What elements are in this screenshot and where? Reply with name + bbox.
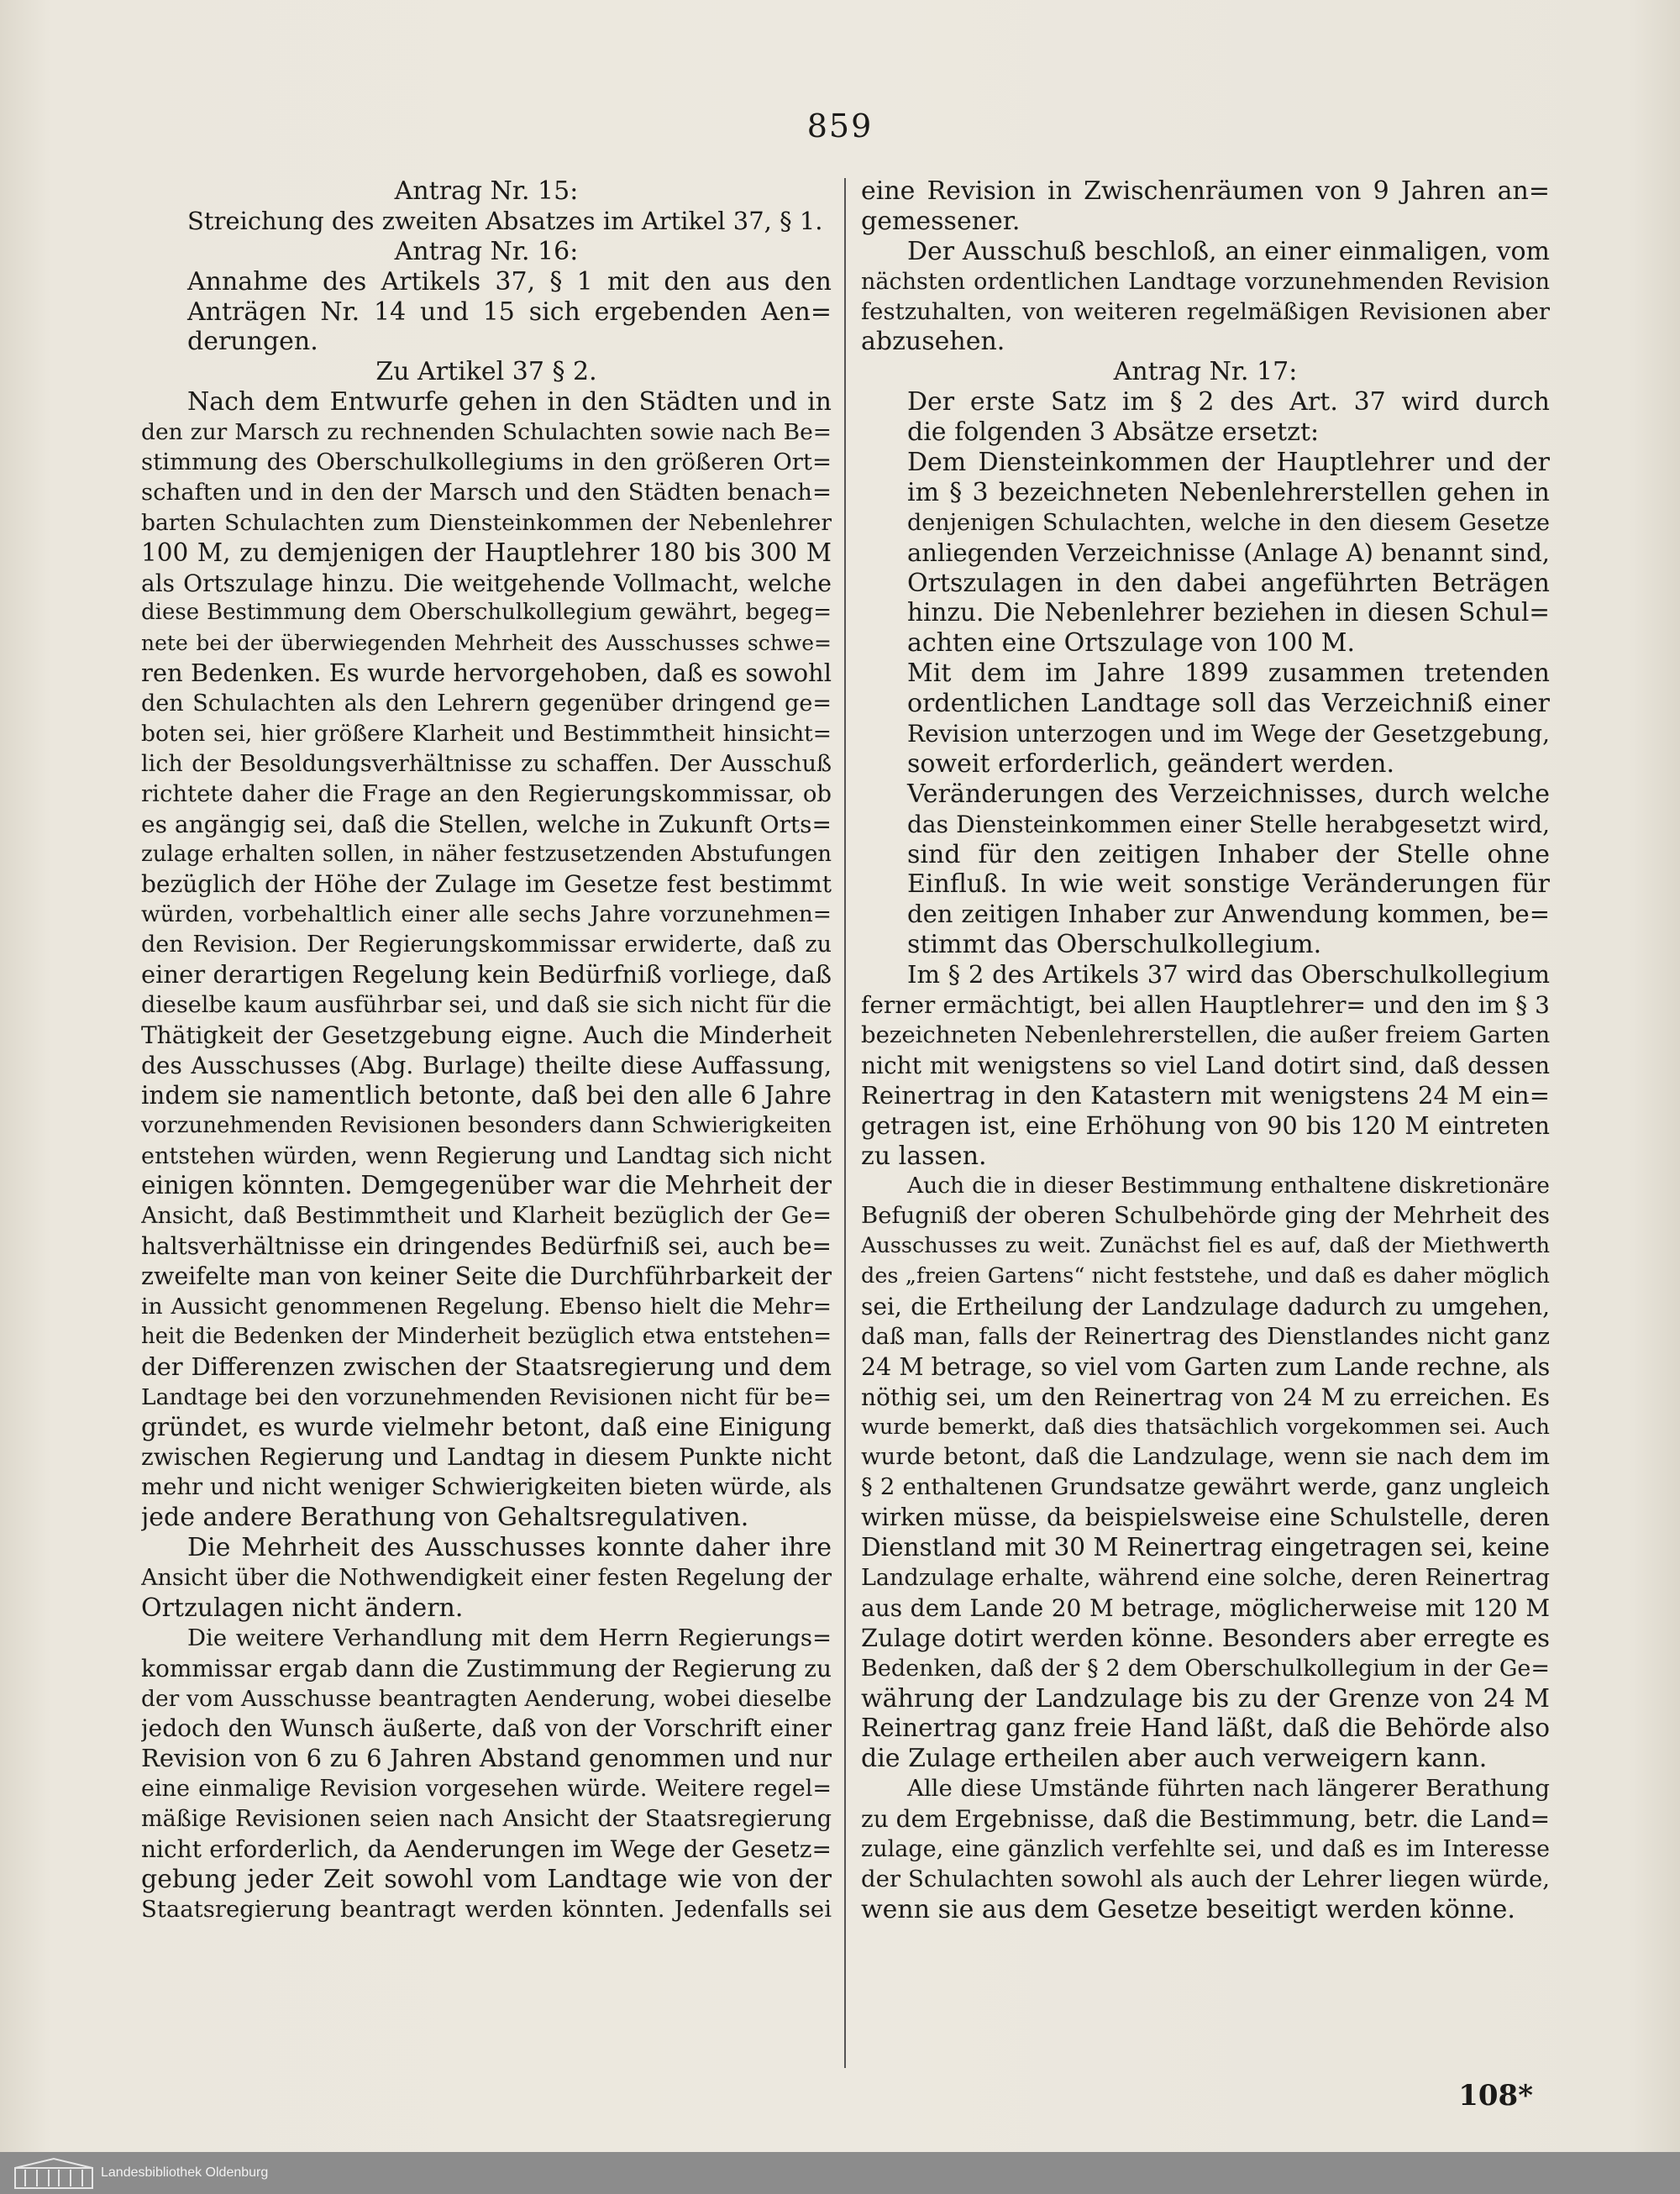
column-divider bbox=[844, 178, 846, 2068]
text-line: indem sie namentlich betonte, daß bei den alle 6 Jahre bbox=[141, 1080, 832, 1110]
text-line: nächsten ordentlichen Landtage vorzunehmenden Revision bbox=[861, 268, 1550, 295]
text-line: das Diensteinkommen einer Stelle herabgesetzt wird, bbox=[907, 810, 1550, 838]
text-line: Bedenken, daß der § 2 dem Oberschulkollegium in der Ge= bbox=[861, 1655, 1550, 1682]
text-line: gründet, es wurde vielmehr betont, daß eine Einigung bbox=[141, 1412, 832, 1441]
text-line: des „freien Gartens“ nicht feststehe, und daß es daher möglich bbox=[861, 1263, 1550, 1289]
text-line: anliegenden Verzeichnisse (Anlage A) benannt sind, bbox=[907, 538, 1550, 567]
text-line: Auch die in dieser Bestimmung enthaltene diskretionäre bbox=[907, 1173, 1550, 1199]
library-building-icon bbox=[12, 2156, 96, 2190]
text-line: wirken müsse, da beispielsweise eine Schulstelle, deren bbox=[861, 1504, 1550, 1532]
text-line: denjenigen Schulachten, welche in den diesem Gesetze bbox=[907, 509, 1550, 536]
text-line: 24 M betrage, so viel vom Garten zum Lande rechne, als bbox=[861, 1352, 1550, 1381]
text-line: nicht erforderlich, da Aenderungen im Wege der Gesetz= bbox=[141, 1834, 832, 1863]
text-line: achten eine Ortszulage von 100 M. bbox=[907, 628, 1356, 659]
text-line: dieselbe kaum ausführbar sei, und daß sie sich nicht für die bbox=[141, 992, 832, 1019]
text-line: die folgenden 3 Absätze ersetzt: bbox=[907, 417, 1320, 448]
text-line: ferner ermächtigt, bei allen Hauptlehrer= und den im § 3 bbox=[861, 991, 1550, 1020]
text-line: vorzunehmenden Revisionen besonders dann Schwierigkeiten bbox=[141, 1112, 832, 1138]
text-line: festzuhalten, von weiteren regelmäßigen Revisionen aber bbox=[861, 297, 1550, 325]
text-line: gebung jeder Zeit sowohl vom Landtage wie von der bbox=[141, 1864, 832, 1894]
text-line: abzusehen. bbox=[861, 327, 1005, 357]
text-line: getragen ist, eine Erhöhung von 90 bis 120 M eintreten bbox=[861, 1111, 1550, 1140]
text-line: mäßige Revisionen seien nach Ansicht der Staatsregierung bbox=[141, 1806, 832, 1833]
text-line: Thätigkeit der Gesetzgebung eigne. Auch die Minderheit bbox=[141, 1021, 832, 1049]
text-line: zweifelte man von keiner Seite die Durchführbarkeit der bbox=[141, 1262, 832, 1291]
text-line: im § 3 bezeichneten Nebenlehrerstellen gehen in bbox=[907, 477, 1550, 507]
text-line: Veränderungen des Verzeichnisses, durch welche bbox=[907, 779, 1550, 809]
text-line: einer derartigen Regelung kein Bedürfniß vorliege, daß bbox=[141, 960, 832, 989]
text-line: der Schulachten sowohl als auch der Lehrer liegen würde, bbox=[861, 1865, 1550, 1892]
text-line: die Zulage ertheilen aber auch verweigern kann. bbox=[861, 1744, 1488, 1774]
text-line: Ortzulagen nicht ändern. bbox=[141, 1593, 464, 1623]
text-line: Einfluß. In wie weit sonstige Veränderungen für bbox=[907, 869, 1550, 900]
text-line: wurde bemerkt, daß dies thatsächlich vorgekommen sei. Auch bbox=[861, 1414, 1550, 1440]
text-line: ordentlichen Landtage soll das Verzeichniß einer bbox=[907, 689, 1550, 719]
text-line: sind für den zeitigen Inhaber der Stelle ohne bbox=[907, 839, 1550, 869]
text-line: den Revision. Der Regierungskommissar erwiderte, daß zu bbox=[141, 932, 832, 958]
text-line: Revision unterzogen und im Wege der Gesetzgebung, bbox=[907, 720, 1550, 748]
text-line: aus dem Lande 20 M betrage, möglicherweise mit 120 M bbox=[861, 1593, 1550, 1622]
text-line: Dem Diensteinkommen der Hauptlehrer und der bbox=[907, 448, 1550, 478]
text-line: Landtage bei den vorzunehmenden Revisionen nicht für be= bbox=[141, 1383, 832, 1410]
text-line: eine einmalige Revision vorgesehen würde. Weitere regel= bbox=[141, 1776, 832, 1803]
text-line: daß man, falls der Reinertrag des Dienstlandes nicht ganz bbox=[861, 1322, 1550, 1350]
text-line: Reinertrag in den Katastern mit wenigstens 24 M ein= bbox=[861, 1080, 1550, 1110]
text-line: jede andere Berathung von Gehaltsregulativen. bbox=[141, 1503, 749, 1533]
text-line: den zur Marsch zu rechnenden Schulachten sowie nach Be= bbox=[141, 419, 832, 446]
text-line: kommissar ergab dann die Zustimmung der Regierung zu bbox=[141, 1654, 832, 1682]
text-line: währung der Landzulage bis zu der Grenze von 24 M bbox=[861, 1683, 1550, 1714]
text-line: gemessener. bbox=[861, 206, 1021, 236]
text-line: Alle diese Umstände führten nach längerer Berathung bbox=[907, 1775, 1550, 1803]
text-line: zu dem Ergebnisse, daß die Bestimmung, betr. die Land= bbox=[861, 1805, 1550, 1834]
text-line: bezeichneten Nebenlehrerstellen, die außer freiem Garten bbox=[861, 1021, 1550, 1048]
text-line: Zulage dotirt werden könne. Besonders aber erregte es bbox=[861, 1623, 1550, 1652]
text-line: Ausschusses zu weit. Zunächst fiel es auf, daß der Miethwerth bbox=[861, 1233, 1550, 1259]
text-line: heit die Bedenken der Minderheit bezüglich etwa entstehen= bbox=[141, 1323, 832, 1349]
text-line: haltsverhältnisse ein dringendes Bedürfniß sei, auch be= bbox=[141, 1232, 832, 1261]
page-number: 859 bbox=[806, 108, 874, 144]
text-line: Streichung des zweiten Absatzes im Artikel 37, § 1. bbox=[187, 206, 823, 235]
text-line: Ansicht, daß Bestimmtheit und Klarheit bezüglich der Ge= bbox=[141, 1203, 832, 1230]
text-line: ren Bedenken. Es wurde hervorgehoben, daß es sowohl bbox=[141, 659, 832, 688]
text-line: jedoch den Wunsch äußerte, daß von der Vorschrift einer bbox=[141, 1714, 832, 1743]
text-line: Reinertrag ganz freie Hand läßt, daß die Behörde also bbox=[861, 1714, 1550, 1743]
text-line: Ansicht über die Nothwendigkeit einer festen Regelung der bbox=[141, 1564, 832, 1591]
text-line: zwischen Regierung und Landtag in diesem Punkte nicht bbox=[141, 1443, 832, 1472]
text-line: barten Schulachten zum Diensteinkommen der Nebenlehrer bbox=[141, 509, 832, 536]
text-line: Anträgen Nr. 14 und 15 sich ergebenden Aen= bbox=[187, 297, 832, 327]
text-line: zulage erhalten sollen, in näher festzusetzenden Abstufungen bbox=[141, 841, 832, 867]
text-line: Revision von 6 zu 6 Jahren Abstand genommen und nur bbox=[141, 1744, 832, 1773]
text-line: Die Mehrheit des Ausschusses konnte daher ihre bbox=[187, 1533, 832, 1563]
text-line: hinzu. Die Nebenlehrer beziehen in diesen Schul= bbox=[907, 598, 1550, 627]
text-line: soweit erforderlich, geändert werden. bbox=[907, 748, 1395, 779]
text-line: richtete daher die Frage an den Regierungskommissar, ob bbox=[141, 779, 832, 807]
text-line: Staatsregierung beantragt werden könnten. Jedenfalls sei bbox=[141, 1895, 832, 1923]
text-line: § 2 enthaltenen Grundsatze gewährt werde, ganz ungleich bbox=[861, 1473, 1550, 1501]
text-line: den Schulachten als den Lehrern gegenüber dringend ge= bbox=[141, 690, 832, 717]
text-line: boten sei, hier größere Klarheit und Bestimmtheit hinsicht= bbox=[141, 721, 832, 748]
text-line: Befugniß der oberen Schulbehörde ging der Mehrheit des bbox=[861, 1202, 1550, 1230]
text-line: wurde betont, daß die Landzulage, wenn sie nach dem im bbox=[861, 1443, 1550, 1471]
text-line: Nach dem Entwurfe gehen in den Städten und in bbox=[187, 387, 832, 417]
text-line: zu lassen. bbox=[861, 1141, 987, 1171]
text-line: Antrag Nr. 17: bbox=[1113, 357, 1298, 387]
text-line: bezüglich der Höhe der Zulage im Gesetze fest bestimmt bbox=[141, 870, 832, 899]
text-line: würden, vorbehaltlich einer alle sechs Jahre vorzunehmen= bbox=[141, 901, 832, 928]
text-line: einigen könnten. Demgegenüber war die Mehrheit der bbox=[141, 1171, 832, 1200]
text-line: nete bei der überwiegenden Mehrheit des Ausschusses schwe= bbox=[141, 631, 832, 656]
text-line: in Aussicht genommenen Regelung. Ebenso hielt die Mehr= bbox=[141, 1293, 832, 1320]
text-line: Dienstland mit 30 M Reinertrag eingetragen sei, keine bbox=[861, 1533, 1550, 1562]
right-column bbox=[861, 176, 1550, 1925]
library-name: Landesbibliothek Oldenburg bbox=[101, 2165, 269, 2180]
text-line: den zeitigen Inhaber zur Anwendung kommen, be= bbox=[907, 900, 1550, 929]
text-line: lich der Besoldungsverhältnisse zu schaffen. Der Ausschuß bbox=[141, 750, 832, 777]
text-line: Der Ausschuß beschloß, an einer einmaligen, vom bbox=[907, 236, 1550, 266]
footer-bar bbox=[0, 2152, 1680, 2194]
text-line: sei, die Ertheilung der Landzulage dadurch zu umgehen, bbox=[861, 1292, 1550, 1320]
text-line: schaften und in den der Marsch und den Städten benach= bbox=[141, 478, 832, 506]
text-line: wenn sie aus dem Gesetze beseitigt werden könne. bbox=[861, 1894, 1515, 1924]
text-line: Der erste Satz im § 2 des Art. 37 wird durch bbox=[907, 387, 1550, 417]
text-line: nöthig sei, um den Reinertrag von 24 M zu erreichen. Es bbox=[861, 1383, 1550, 1411]
text-line: zulage, eine gänzlich verfehlte sei, und daß es im Interesse bbox=[861, 1835, 1550, 1862]
text-line: stimmung des Oberschulkollegiums in den größeren Ort= bbox=[141, 449, 832, 476]
text-line: nicht mit wenigstens so viel Land dotirt sind, daß dessen bbox=[861, 1051, 1550, 1079]
text-line: als Ortszulage hinzu. Die weitgehende Vollmacht, welche bbox=[141, 569, 832, 597]
text-line: diese Bestimmung dem Oberschulkollegium gewährt, begeg= bbox=[141, 600, 832, 626]
text-line: eine Revision in Zwischenräumen von 9 Jahren an= bbox=[861, 176, 1550, 206]
text-line: Landzulage erhalte, während eine solche, deren Reinertrag bbox=[861, 1564, 1550, 1591]
text-line: Mit dem im Jahre 1899 zusammen tretenden bbox=[907, 659, 1550, 689]
text-line: entstehen würden, wenn Regierung und Landtag sich nicht bbox=[141, 1142, 832, 1169]
text-line: Antrag Nr. 16: bbox=[394, 236, 579, 266]
text-line: der vom Ausschusse beantragten Aenderung, wobei dieselbe bbox=[141, 1685, 832, 1712]
text-line: stimmt das Oberschulkollegium. bbox=[907, 930, 1322, 960]
text-line: Antrag Nr. 15: bbox=[394, 176, 579, 206]
text-line: 100 M, zu demjenigen der Hauptlehrer 180 bis 300 M bbox=[141, 538, 832, 567]
text-line: Die weitere Verhandlung mit dem Herrn Regierungs= bbox=[187, 1624, 832, 1651]
text-line: der Differenzen zwischen der Staatsregierung und dem bbox=[141, 1352, 832, 1381]
text-line: Im § 2 des Artikels 37 wird das Oberschulkollegium bbox=[907, 960, 1550, 989]
text-line: Annahme des Artikels 37, § 1 mit den aus den bbox=[187, 266, 832, 297]
signature-mark: 108* bbox=[1458, 2079, 1533, 2113]
text-line: des Ausschusses (Abg. Burlage) theilte diese Auffassung, bbox=[141, 1051, 832, 1079]
text-line: mehr und nicht weniger Schwierigkeiten bieten würde, als bbox=[141, 1473, 832, 1501]
text-line: Zu Artikel 37 § 2. bbox=[375, 357, 597, 387]
text-line: derungen. bbox=[187, 327, 318, 357]
text-line: Ortszulagen in den dabei angeführten Beträgen bbox=[907, 568, 1550, 598]
text-line: es angängig sei, daß die Stellen, welche in Zukunft Orts= bbox=[141, 810, 832, 838]
left-column bbox=[141, 176, 832, 1925]
